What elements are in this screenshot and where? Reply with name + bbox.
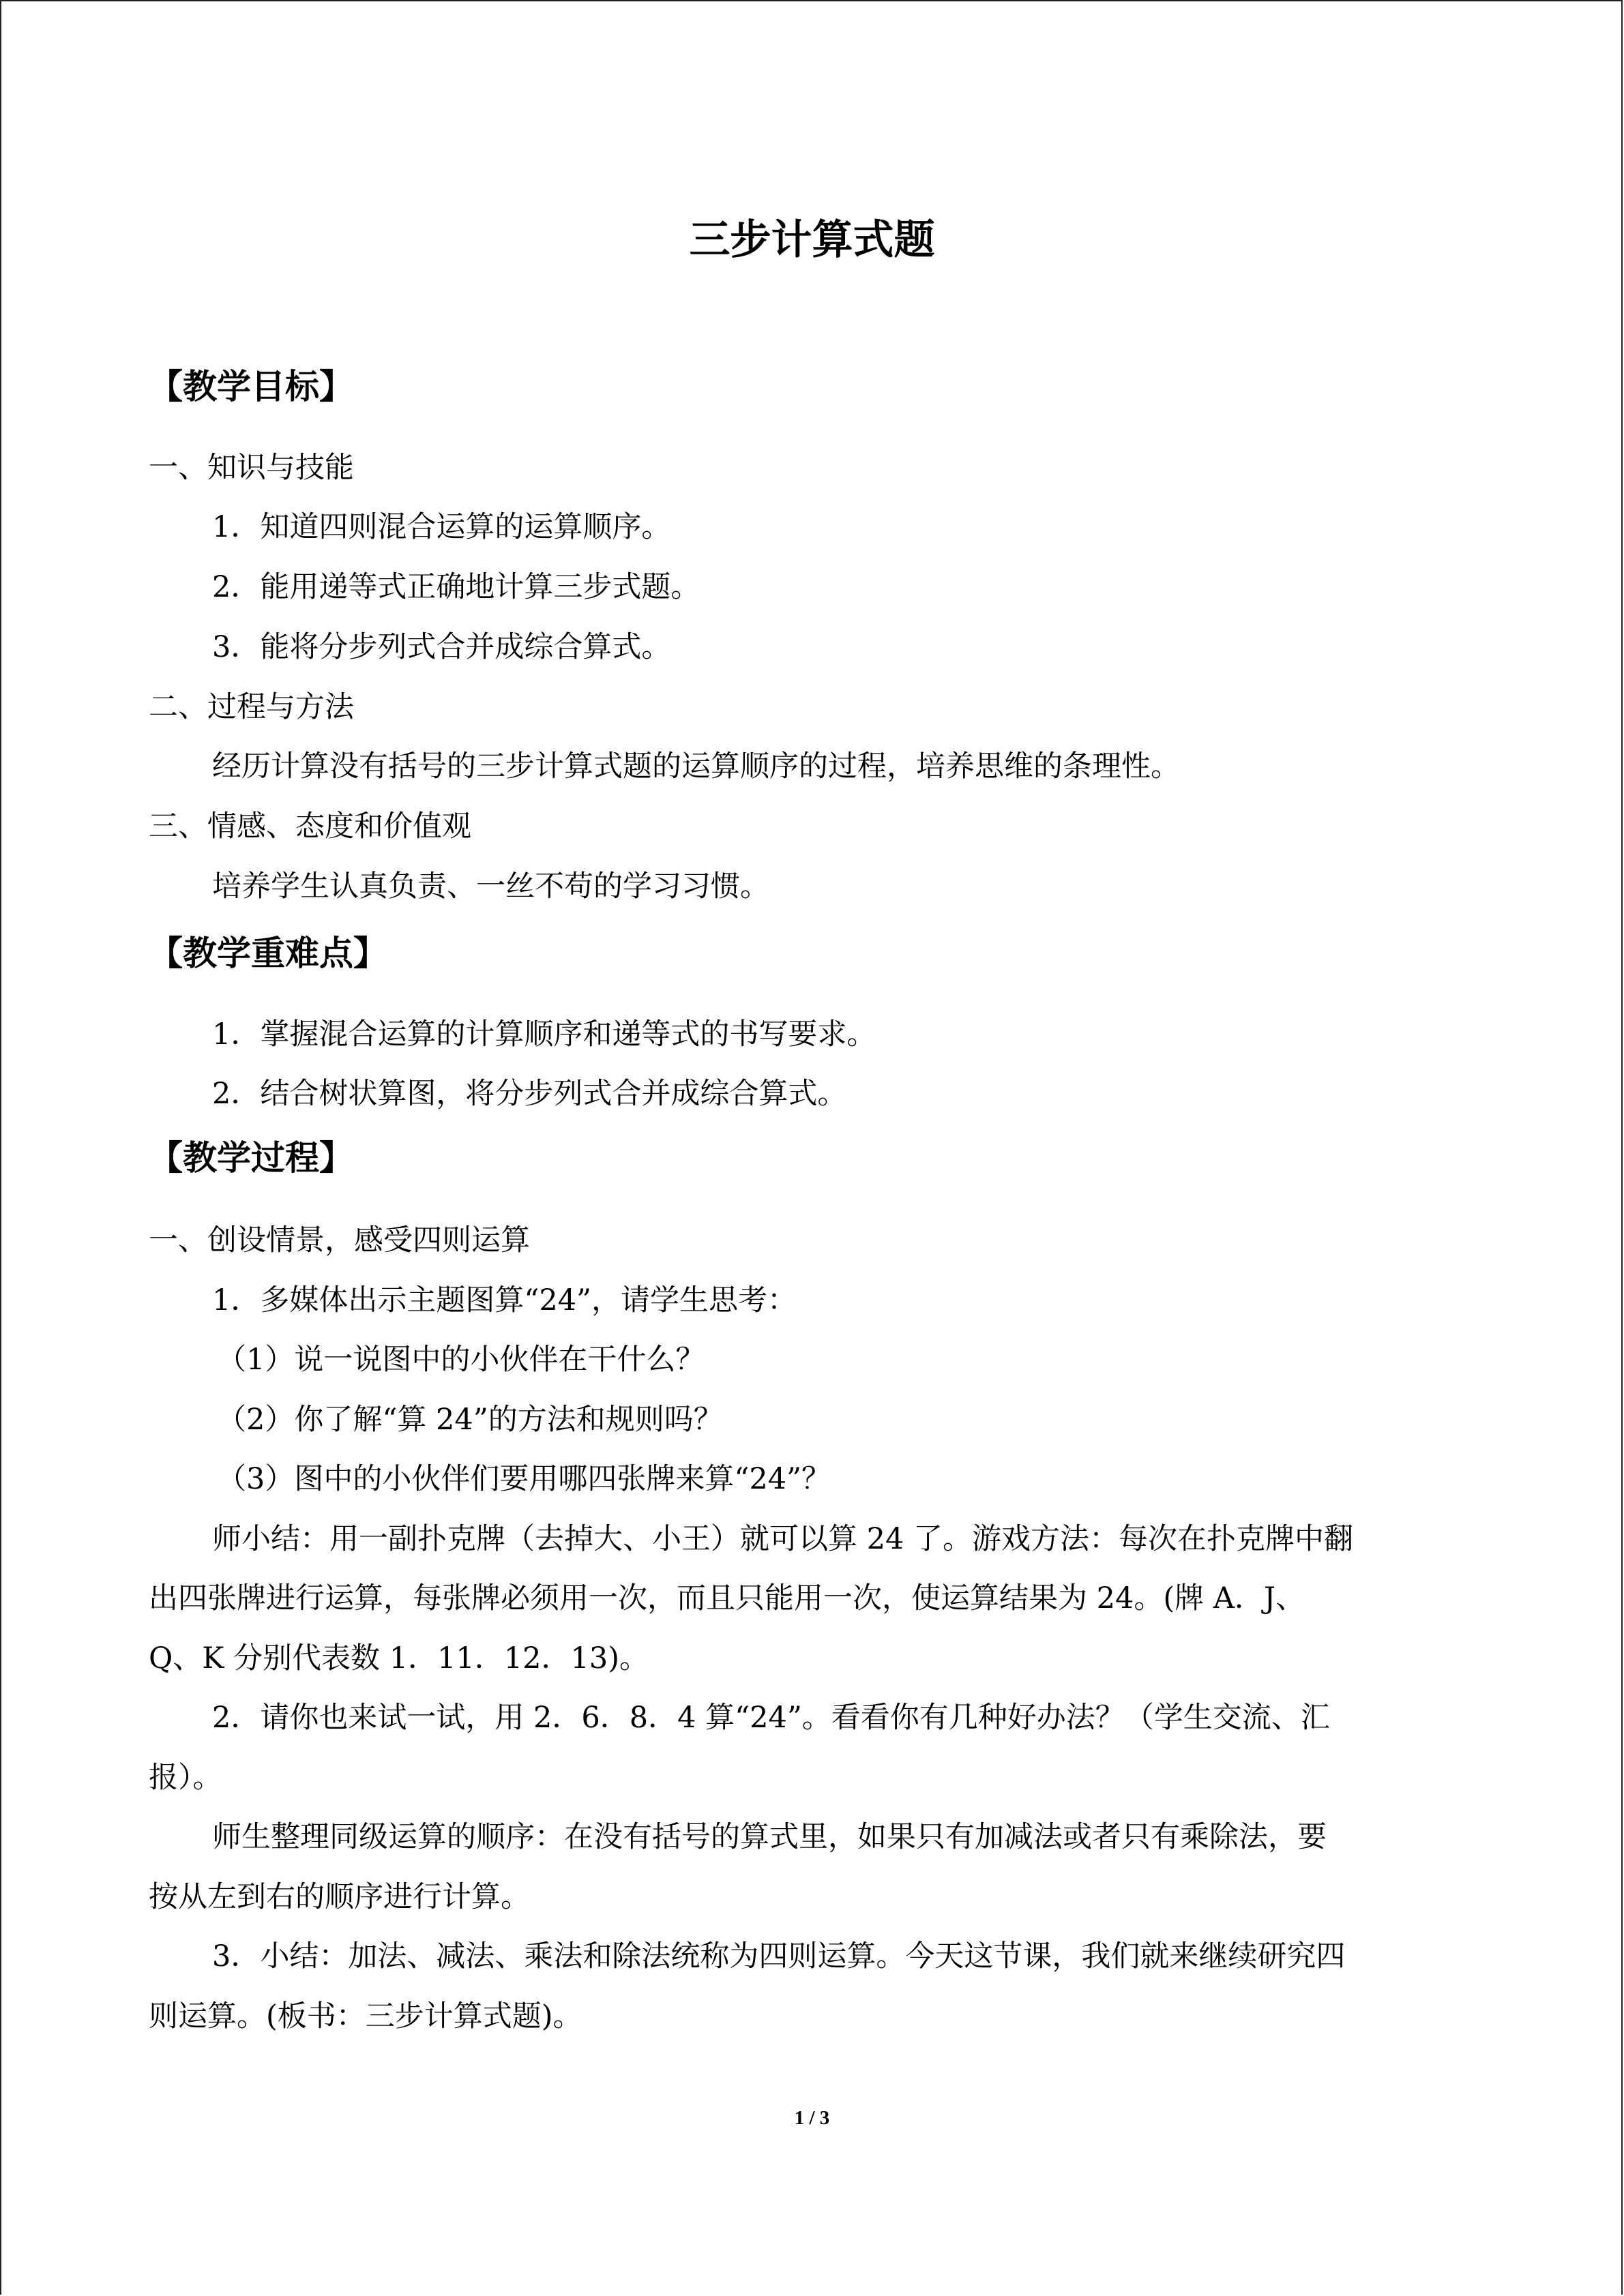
process-step-1-item-1: 1．多媒体出示主题图算“24”，请学生思考： [212, 1283, 797, 1317]
teacher-summary-line-2: 出四张牌进行运算，每张牌必须用一次，而且只能用一次，使运算结果为 24。(牌 A．J、 [149, 1581, 1305, 1615]
process-item-2-line-2: 报）。 [149, 1761, 222, 1795]
goals-process-heading: 二、过程与方法 [149, 690, 354, 724]
key-point-item-1: 1．掌握混合运算的计算顺序和递等式的书写要求。 [212, 1017, 876, 1052]
goals-knowledge-item-2: 2．能用递等式正确地计算三步式题。 [212, 570, 700, 604]
process-question-2: （2）你了解“算 24”的方法和规则吗？ [217, 1403, 723, 1437]
process-question-3: （3）图中的小伙伴们要用哪四张牌来算“24”？ [217, 1462, 831, 1496]
page-number: 1 / 3 [794, 2107, 830, 2129]
teacher-summary-line-1: 师小结：用一副扑克牌（去掉大、小王）就可以算 24 了。游戏方法：每次在扑克牌中翻 [212, 1522, 1354, 1556]
section-heading-goals: 【教学目标】 [149, 366, 353, 406]
section-heading-key-points: 【教学重难点】 [149, 933, 387, 973]
goals-knowledge-heading: 一、知识与技能 [149, 451, 354, 485]
process-item-3-line-2: 则运算。(板书：三步计算式题)。 [149, 1999, 582, 2033]
goals-knowledge-item-1: 1．知道四则混合运算的运算顺序。 [212, 510, 671, 544]
process-item-3-line-1: 3．小结：加法、减法、乘法和除法统称为四则运算。今天这节课，我们就来继续研究四 [212, 1939, 1346, 1973]
process-item-2-line-1: 2．请你也来试一试，用 2．6．8．4 算“24”。看看你有几种好办法？（学生交流、汇 [212, 1701, 1330, 1735]
process-question-1: （1）说一说图中的小伙伴在干什么？ [217, 1343, 705, 1377]
goals-attitude-heading: 三、情感、态度和价值观 [149, 809, 471, 844]
key-point-item-2: 2．结合树状算图，将分步列式合并成综合算式。 [212, 1077, 847, 1111]
goals-attitude-text: 培养学生认真负责、一丝不苟的学习习惯。 [212, 869, 769, 904]
goals-knowledge-item-3: 3．能将分步列式合并成综合算式。 [212, 630, 671, 664]
process-step-1-heading: 一、创设情景，感受四则运算 [149, 1223, 530, 1257]
goals-process-text: 经历计算没有括号的三步计算式题的运算顺序的过程，培养思维的条理性。 [212, 749, 1180, 784]
operation-order-line-2: 按从左到右的顺序进行计算。 [149, 1880, 530, 1914]
document-title: 三步计算式题 [689, 216, 935, 264]
teacher-summary-line-3: Q、K 分别代表数 1．11．12．13)。 [149, 1641, 649, 1675]
section-heading-process: 【教学过程】 [149, 1137, 353, 1178]
operation-order-line-1: 师生整理同级运算的顺序：在没有括号的算式里，如果只有加减法或者只有乘除法，要 [212, 1820, 1327, 1854]
